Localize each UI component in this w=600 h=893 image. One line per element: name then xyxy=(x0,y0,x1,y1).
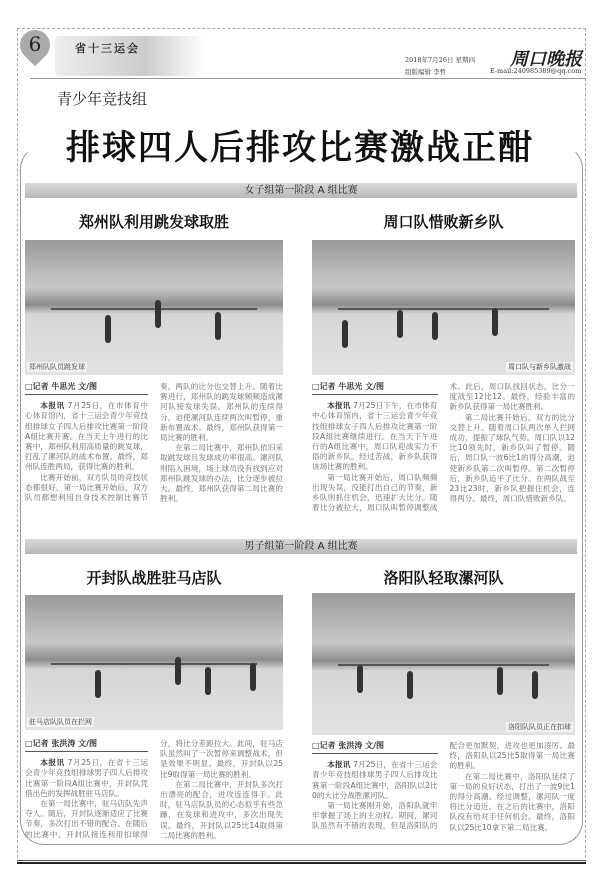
byline: □记者 张洪涛 文/图 xyxy=(312,741,438,754)
byline: □记者 张洪涛 文/图 xyxy=(25,739,148,752)
email: E-mail:240985389@qq.com xyxy=(490,67,582,75)
headline: 开封队战胜驻马店队 xyxy=(86,569,222,587)
paragraph: 7月25日，在省十三运会青少年竞技组排球男子四人后排攻比赛第一阶段A组比赛中，洛阳队以2比0的大比分战胜漯河队。 xyxy=(312,760,438,800)
lead: 本报讯 xyxy=(327,760,351,770)
paragraph: 7月25日，在省十三运会青少年竞技组排球男子四人后排攻比赛第一阶段A组比赛中，开封队凭借出色的发挥战胜驻马店队。 xyxy=(25,758,148,798)
article-body xyxy=(312,741,575,833)
paragraph: 在第二局比赛中，开封队多次打出漂亮的配合，进攻连连得手。此时，驻马店队队员的心态似乎有些急躁，在发球和进攻中，多次出现失误。最终，开封队以25比14取得第二局比赛的胜利。 xyxy=(160,779,283,840)
photo-caption: 洛阳队队员正在扣球 xyxy=(508,723,571,731)
paragraph: 在第一局比赛中，驻马店队先声夺人。随后，开封队逐渐适应了比赛节奏，多次打出不错的配合。在随后的比赛中，开封队接连利用扣球得分，将比分差距拉大。此间，驻马店队虽然叫了一次暂停来调整战术，但是效果不明显。最终，开封队以25比9取得第一局比赛的胜利。 xyxy=(25,739,283,839)
paragraph: 在第二局比赛中，洛阳队延续了第一局的良好状态，打出了一波9比1的得分高潮。经过调整，漯河队一度将比分追近。在之后的比赛中，洛阳队没有给对手任何机会。最终，洛阳队以25比10拿下第二局比赛。 xyxy=(449,771,575,832)
headline: 郑州队利用跳发球取胜 xyxy=(78,213,229,231)
bottom-rule xyxy=(17,860,586,864)
header-divider xyxy=(30,78,585,79)
photo xyxy=(312,593,575,735)
article-body xyxy=(312,382,575,513)
section-bar-women: 女子组第一阶段 A 组比赛 xyxy=(25,183,577,198)
paragraph: 第二局比赛开始后，双方的比分交替上升。随着周口队两次单人拦网成功，提振了球队气势。周口队以12比10领先时，新乡队叫了暂停。随后，周口队一波6比1的得分高潮，迫使新乡队第二次叫暂停。第二次暂停后，新乡队追平了比分。在两队战至23比23时，新乡队把握住机会，连得两分。最终，周口队惜败新乡队。 xyxy=(449,412,575,504)
lead: 本报讯 xyxy=(327,401,351,411)
page-title: 排球四人后排攻比赛激战正酣 xyxy=(66,128,534,168)
editor-credit: 组版编辑 李哲 xyxy=(405,68,447,76)
paragraph: 7月25日，在市体育中心体育馆内，省十三运会青少年竞技组排球女子四人后排攻比赛第一阶段A组比赛开赛。在当天上午进行的比赛中，郑州队利用高质量的跳发球，打乱了漯河队的战术布置。最终，郑州队连胜两局，获得比赛的胜利。 xyxy=(25,401,148,472)
photo xyxy=(312,240,575,375)
issue-date: 2018年7月26日 星期四 xyxy=(405,56,476,64)
photo xyxy=(25,240,283,375)
masthead: 周口晚报 xyxy=(510,49,582,70)
photo-caption: 周口队与新乡队激战 xyxy=(508,363,571,371)
games-logo-text: 省十三运会 xyxy=(75,42,140,55)
byline: □记者 牛思光 文/图 xyxy=(25,382,148,395)
page-number: 6 xyxy=(28,32,42,56)
byline: □记者 牛思光 文/图 xyxy=(312,382,438,395)
photo-caption: 驻马店队队员在拦网 xyxy=(29,718,92,726)
section-bar-men: 男子组第一阶段 A 组比赛 xyxy=(25,539,577,554)
kicker: 青少年竞技组 xyxy=(57,90,148,108)
paragraph: 7月25日下午，在市体育中心体育馆内，省十三运会青少年竞技组排球女子四人后排攻比赛第一阶段A组比赛继续进行。在当天下午进行的A组比赛中，周口队迎战实力不俗的新乡队。经过苦战，新乡队获得该场比赛的胜利。 xyxy=(312,401,438,472)
paragraph: 第一局比赛刚开始，洛阳队就牢牢掌握了场上的主动权。期间，漯河队虽然有不错的表现，但是洛阳队的配合更加默契，进攻也更加凌厉。最终，洛阳队以25比5取得第一局比赛的胜利。 xyxy=(312,741,575,831)
headline: 洛阳队轻取漯河队 xyxy=(383,569,504,587)
photo xyxy=(25,595,283,730)
lead: 本报讯 xyxy=(40,758,65,768)
paragraph: 第一局比赛开始后，周口队频频出现失误，没能打出自己的节奏，新乡队则抓住机会，迅速扩大比分。随着比分被拉大，周口队叫暂停调整战术。此后，周口队找回状态，比分一度战至12比12。最终，经验丰富的新乡队获得第一局比赛胜利。 xyxy=(312,382,575,513)
lead: 本报讯 xyxy=(40,401,65,411)
photo-caption: 郑州队队员跳发球 xyxy=(29,363,85,371)
paragraph: 比赛开始前，双方队员的竞技状态都很好。第一局比赛开始后，双方队员都想利用自身技术控制比赛节奏，两队的比分也交替上升。随着比赛进行，郑州队的跳发球频频造成漯河队接发球失误。郑州队的连续得分，迫使漯河队连续两次叫暂停，重新布置战术。最终，郑州队获得第一局比赛的胜利。 xyxy=(25,382,283,503)
headline: 周口队惜败新乡队 xyxy=(383,213,504,231)
paragraph: 在第二局比赛中，郑州队依旧采取跳发球且发球成功率很高。漯河队则陷入困境，场上球员没有找到应对郑州队跳发球的办法，比分逐步被拉大。最终，郑州队获得第二局比赛的胜利。 xyxy=(160,443,283,504)
article-body xyxy=(25,739,283,841)
article-body xyxy=(25,382,283,504)
